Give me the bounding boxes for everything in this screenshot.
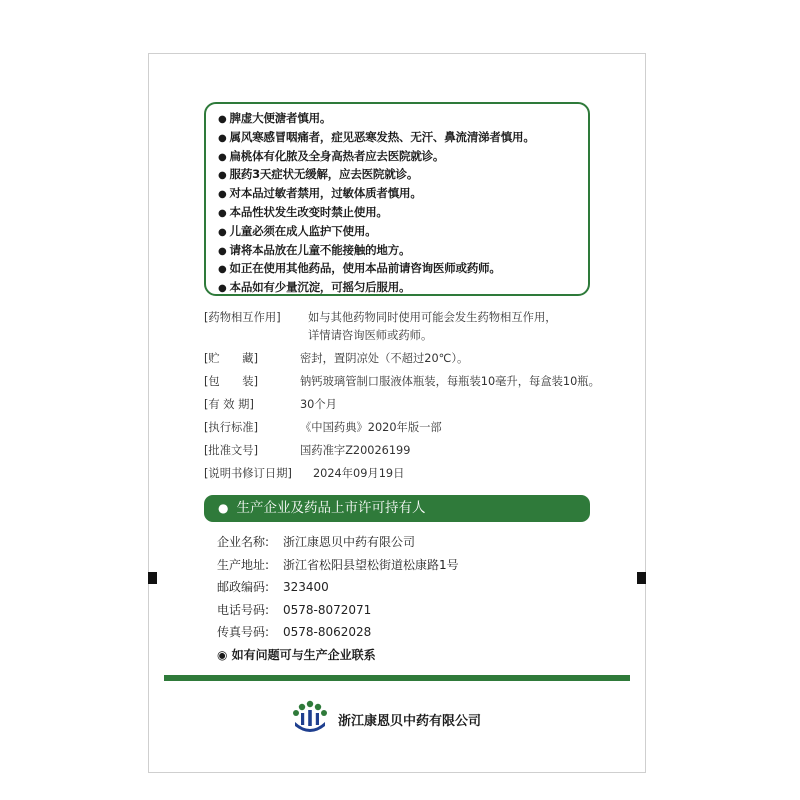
- crop-mark-right: [637, 572, 646, 584]
- caution-item: ● 服药3天症状无缓解，应去医院就诊。: [218, 167, 419, 182]
- divider-bar: [164, 675, 630, 681]
- company-name-row: 企业名称: 浙江康恩贝中药有限公司: [217, 535, 416, 549]
- info-package: [204, 374, 624, 397]
- caution-item: ● 脾虚大便溏者慎用。: [218, 111, 332, 125]
- info-value: 30个月: [300, 398, 337, 411]
- info-label: [药物相互作用]: [204, 311, 281, 324]
- info-value: 钠钙玻璃管制口服液体瓶装，每瓶装10毫升，每盒装10瓶。: [300, 375, 600, 388]
- info-standard: [204, 420, 624, 443]
- caution-item: ● 本品性状发生改变时禁止使用。: [218, 204, 388, 219]
- caution-item: ● 请将本品放在儿童不能接触的地方。: [218, 242, 411, 257]
- info-value: 国药准字Z20026199: [300, 444, 411, 457]
- info-label: [批准文号]: [204, 444, 259, 457]
- company-fax-row: 传真号码: 0578-8062028: [217, 625, 372, 639]
- manufacturer-banner: [204, 495, 590, 522]
- info-value: 2024年09月19日: [313, 467, 405, 480]
- info-value: 如与其他药物同时使用可能会发生药物相互作用，: [308, 311, 557, 324]
- info-approval: [204, 443, 624, 466]
- caution-item: ● 儿童必须在成人监护下使用。: [218, 223, 377, 238]
- info-label: [贮 藏]: [204, 352, 259, 365]
- info-validity: [204, 397, 624, 420]
- info-value: 《中国药典》2020年版一部: [300, 421, 442, 434]
- caution-item: ● 扁桃体有化脓及全身高热者应去医院就诊。: [218, 148, 445, 163]
- info-label: [说明书修订日期]: [204, 467, 292, 480]
- crop-mark-left: [148, 572, 157, 584]
- info-revision: [204, 466, 624, 489]
- info-label: [执行标准]: [204, 421, 259, 434]
- drug-info-section: [204, 310, 624, 489]
- caution-item: ● 如正在使用其他药品，使用本品前请咨询医师或药师。: [218, 261, 501, 276]
- cautions-box: [204, 102, 590, 296]
- caution-item: ● 属风寒感冒咽痛者，症见恶寒发热、无汗、鼻流清涕者慎用。: [218, 129, 535, 144]
- company-details: [217, 534, 459, 647]
- info-value: 详情请咨询医师或药师。: [308, 329, 433, 342]
- company-postcode-row: 邮政编码: 323400: [217, 580, 329, 594]
- info-storage: [204, 351, 624, 374]
- footer-company-name: 浙江康恩贝中药有限公司: [338, 714, 482, 729]
- caution-item: ● 对本品过敏者禁用，过敏体质者慎用。: [218, 186, 422, 201]
- bullet-icon: ●: [218, 501, 229, 515]
- company-phone-row: 电话号码: 0578-8072071: [217, 602, 372, 617]
- info-label: [有 效 期]: [204, 398, 254, 411]
- contact-note: ◉ 如有问题可与生产企业联系: [217, 648, 376, 662]
- caution-item: ● 本品如有少量沉淀，可摇匀后服用。: [218, 280, 411, 295]
- banner-title: 生产企业及药品上市许可持有人: [236, 500, 426, 516]
- info-label: [包 装]: [204, 375, 259, 388]
- conba-logo-icon: [292, 700, 328, 736]
- info-value: 密封，置阴凉处（不超过20℃）。: [300, 352, 469, 365]
- info-interaction: [204, 310, 624, 351]
- company-address-row: 生产地址: 浙江省松阳县望松街道松康路1号: [217, 557, 459, 572]
